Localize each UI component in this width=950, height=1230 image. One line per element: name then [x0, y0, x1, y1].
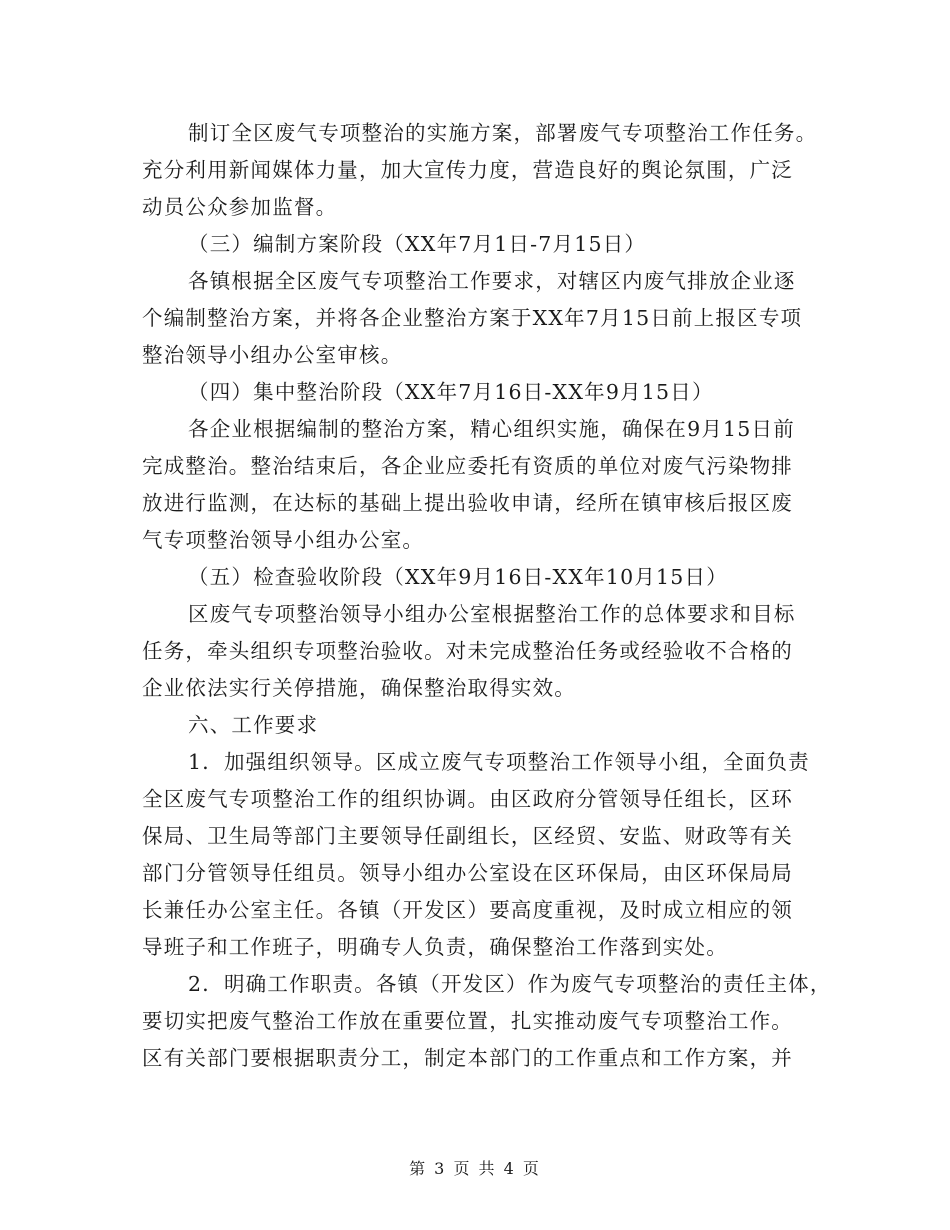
body-text-line: 1．加强组织领导。区成立废气专项整治工作领导小组，全面负责 [188, 750, 810, 774]
body-text-line: 部门分管领导任组员。领导小组办公室设在区环保局，由区环保局局 [142, 861, 793, 885]
body-text-line: 完成整治。整治结束后，各企业应委托有资质的单位对废气污染物排 [142, 454, 793, 478]
body-text-line: 区有关部门要根据职责分工，制定本部门的工作重点和工作方案，并 [142, 1046, 793, 1070]
body-text-line: 放进行监测，在达标的基础上提出验收申请，经所在镇审核后报区废 [142, 491, 793, 515]
body-text-line: 各镇根据全区废气专项整治工作要求，对辖区内废气排放企业逐 [188, 269, 796, 293]
section-heading: （三）编制方案阶段（XX年7月1日-7月15日） [188, 232, 647, 256]
body-text-line: 导班子和工作班子，明确专人负责，确保整治工作落到实处。 [142, 935, 728, 959]
section-heading: 六、工作要求 [188, 713, 319, 737]
body-text-line: 企业依法实行关停措施，确保整治取得实效。 [142, 676, 576, 700]
body-text-line: 制订全区废气专项整治的实施方案，部署废气专项整治工作任务。 [188, 121, 818, 145]
body-text-line: 各企业根据编制的整治方案，精心组织实施，确保在9月15日前 [188, 417, 795, 441]
body-text-line: 充分利用新闻媒体力量，加大宣传力度，营造良好的舆论氛围，广泛 [142, 158, 793, 182]
body-text-line: 动员公众参加监督。 [142, 195, 338, 219]
body-text-line: 整治领导小组办公室审核。 [142, 343, 403, 367]
body-text-line: 气专项整治领导小组办公室。 [142, 528, 425, 552]
body-text-line: 要切实把废气整治工作放在重要位置，扎实推动废气专项整治工作。 [142, 1009, 793, 1033]
body-text-line: 保局、卫生局等部门主要领导任副组长，区经贸、安监、财政等有关 [142, 824, 793, 848]
body-text-line: 长兼任办公室主任。各镇（开发区）要高度重视，及时成立相应的领 [142, 898, 793, 922]
section-heading: （五）检查验收阶段（XX年9月16日-XX年10月15日） [188, 565, 728, 589]
section-heading: （四）集中整治阶段（XX年7月16日-XX年9月15日） [188, 380, 714, 404]
body-text-line: 个编制整治方案，并将各企业整治方案于XX年7月15日前上报区专项 [142, 306, 803, 330]
body-text-line: 区废气专项整治领导小组办公室根据整治工作的总体要求和目标 [188, 602, 796, 626]
body-text-line: 全区废气专项整治工作的组织协调。由区政府分管领导任组长，区环 [142, 787, 793, 811]
body-text-line: 2．明确工作职责。各镇（开发区）作为废气专项整治的责任主体， [188, 972, 832, 996]
page-number-footer: 第 3 页 共 4 页 [409, 1159, 541, 1178]
body-text-line: 任务，牵头组织专项整治验收。对未完成整治任务或经验收不合格的 [142, 639, 793, 663]
